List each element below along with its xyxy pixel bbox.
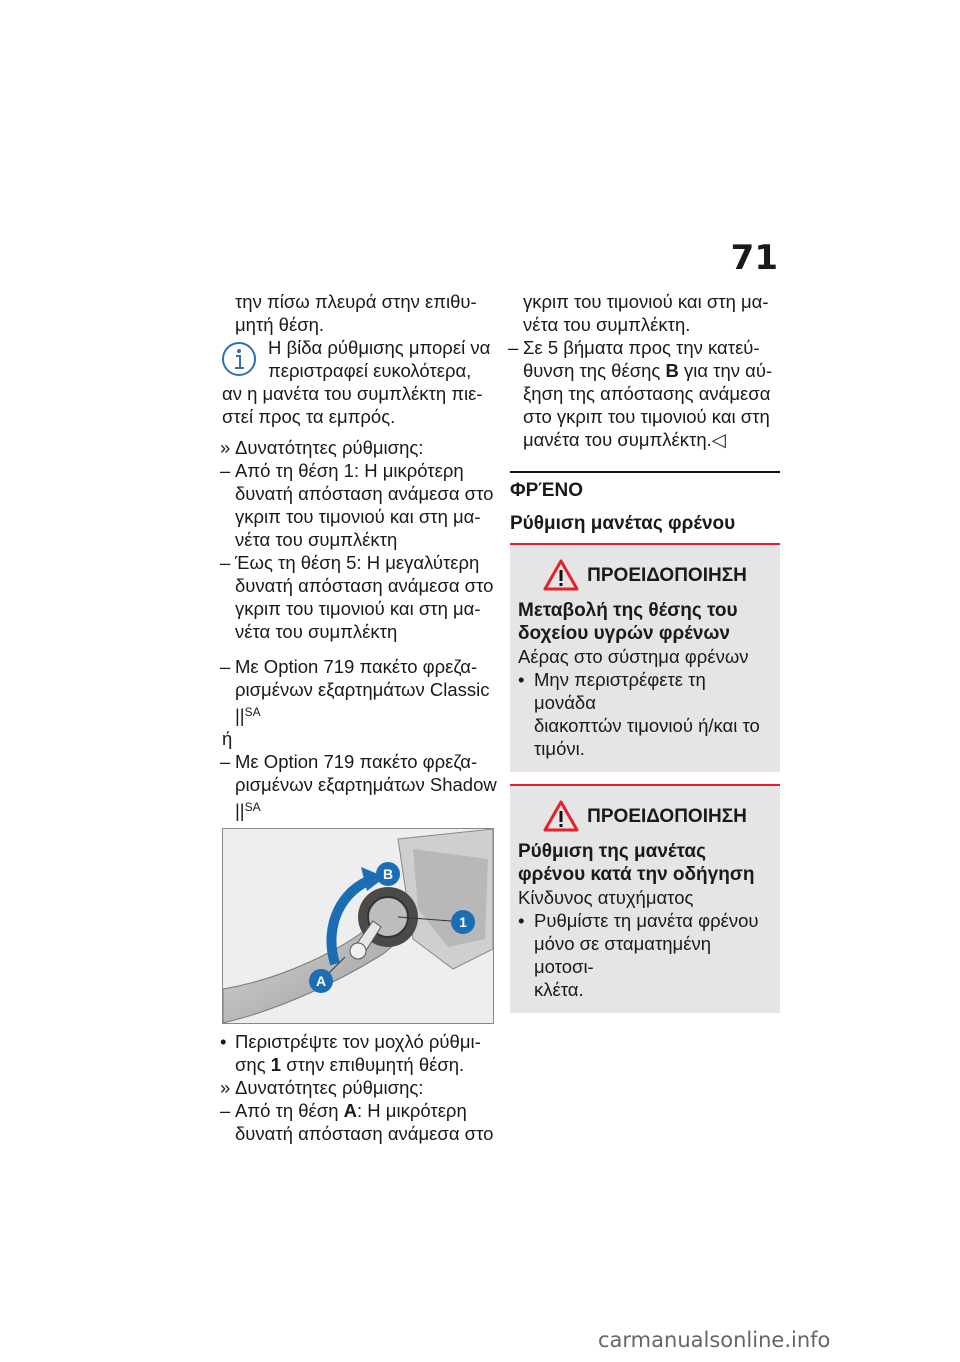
list-item: [222, 459, 497, 551]
warning-bullet: [518, 909, 772, 1001]
list-item: [222, 551, 497, 643]
list-line: ρισμένων εξαρτημάτων Classic: [235, 679, 490, 700]
list-line: μανέτα του συμπλέκτη.◁: [523, 429, 726, 450]
section-divider: [510, 471, 780, 473]
warning-bullet: [518, 668, 772, 760]
note-line: αν η μανέτα του συμπλέκτη πιε-: [222, 383, 483, 404]
result-arrow-icon: »: [220, 437, 231, 458]
warning-box: [510, 543, 780, 772]
list-line: σης 1 στην επιθυμητή θέση.: [235, 1054, 465, 1075]
list-line: τιμόνι.: [534, 738, 585, 759]
list-item: [222, 1099, 497, 1145]
warning-title: δοχείου υγρών φρένων: [518, 623, 730, 644]
info-note: [222, 336, 497, 428]
list-line: Από τη θέση A: Η μικρότερη: [235, 1100, 467, 1121]
text-line: μητή θέση.: [235, 314, 325, 335]
list-line: στο γκριπ του τιμονιού και στη: [523, 406, 770, 427]
text-line: νέτα του συμπλέκτη.: [523, 314, 691, 335]
bullet-marker: •: [518, 910, 525, 931]
warning-triangle-icon: [543, 559, 579, 591]
warning-title: φρένου κατά την οδήγηση: [518, 864, 755, 885]
list-line: Από τη θέση 1: Η μικρότερη: [235, 460, 464, 481]
list-line: νέτα του συμπλέκτη: [235, 529, 398, 550]
list-line: γκριπ του τιμονιού και στη μα-: [235, 598, 481, 619]
list-item: [510, 336, 780, 451]
option-item: [222, 655, 497, 727]
list-line: Έως τη θέση 5: Η μεγαλύτερη: [235, 552, 480, 573]
figure-label-1: 1: [459, 914, 467, 930]
sa-marker: $||^{SA}$: [235, 800, 261, 821]
list-line: ξηση της απόστασης ανάμεσα: [523, 383, 771, 404]
dash-marker: –: [220, 1100, 231, 1121]
warning-title: Ρύθμιση της μανέτας: [518, 841, 706, 862]
dash-marker: –: [508, 337, 519, 358]
bullet-marker: •: [220, 1031, 227, 1052]
right-column: [510, 290, 780, 1013]
list-line: δυνατή απόσταση ανάμεσα στο: [235, 483, 494, 504]
figure-label-b: B: [382, 866, 394, 882]
note-line: στεί προς τα εμπρός.: [222, 406, 396, 427]
text-line: γκριπ του τιμονιού και στη μα-: [523, 291, 769, 312]
list-line: Μην περιστρέφετε τη μονάδα: [534, 669, 706, 713]
warning-title: Μεταβολή της θέσης του: [518, 600, 738, 621]
dash-marker: –: [220, 656, 231, 677]
note-line: Η βίδα ρύθμισης μπορεί να: [268, 337, 491, 358]
watermark: carmanualsonline.info: [598, 1328, 831, 1352]
note-line: περιστραφεί ευκολότερα,: [268, 360, 472, 381]
warning-header: [518, 800, 772, 832]
dash-marker: –: [220, 751, 231, 772]
warning-box: [510, 784, 780, 1013]
warning-desc: Αέρας στο σύστημα φρένων: [518, 646, 749, 667]
list-line: κλέτα.: [534, 979, 584, 1000]
warning-heading: ΠΡΟΕΙΔΟΠΟΙΗΣΗ: [587, 805, 747, 827]
list-line: γκριπ του τιμονιού και στη μα-: [235, 506, 481, 527]
info-icon: [220, 340, 258, 378]
result-item: » Δυνατότητες ρύθμισης:: [220, 1077, 424, 1098]
figure-label-a: A: [315, 973, 327, 989]
warning-desc: Κίνδυνος ατυχήματος: [518, 887, 694, 908]
list-line: νέτα του συμπλέκτη: [235, 621, 398, 642]
option-item: [222, 750, 497, 822]
page-number: 71: [730, 238, 778, 278]
list-line: Με Option 719 πακέτο φρεζα-: [235, 656, 478, 677]
list-line: Με Option 719 πακέτο φρεζα-: [235, 751, 478, 772]
section-title: ΦΡΈΝΟ: [510, 480, 583, 501]
list-line: θυνση της θέσης B για την αύ-: [523, 360, 773, 381]
result-arrow-icon: »: [220, 1077, 231, 1098]
clutch-lever-illustration: [223, 829, 493, 1023]
warning-triangle-icon: [543, 800, 579, 832]
list-line: μόνο σε σταματημένη μοτοσι-: [534, 933, 711, 977]
text-line: την πίσω πλευρά στην επιθυ-: [235, 291, 477, 312]
dash-marker: –: [220, 460, 231, 481]
warning-header: [518, 559, 772, 591]
sa-marker: $||^{SA}$: [235, 705, 261, 726]
list-line: Σε 5 βήματα προς την κατεύ-: [523, 337, 760, 358]
result-item: » Δυνατότητες ρύθμισης:: [220, 437, 424, 458]
clutch-lever-figure: [222, 828, 494, 1024]
list-line: ρισμένων εξαρτημάτων Shadow: [235, 774, 497, 795]
left-column: [222, 290, 497, 1145]
warning-heading: ΠΡΟΕΙΔΟΠΟΙΗΣΗ: [587, 564, 747, 586]
dash-marker: –: [220, 552, 231, 573]
or-text: ή: [222, 728, 233, 749]
list-line: Περιστρέψτε τον μοχλό ρύθμι-: [235, 1031, 481, 1052]
bullet-item: [222, 1030, 497, 1076]
bullet-marker: •: [518, 669, 525, 690]
subsection-title: Ρύθμιση μανέτας φρένου: [510, 513, 736, 534]
list-line: δυνατή απόσταση ανάμεσα στο: [235, 1123, 494, 1144]
list-line: δυνατή απόσταση ανάμεσα στο: [235, 575, 494, 596]
list-line: διακοπτών τιμονιού ή/και το: [534, 715, 760, 736]
list-line: Ρυθμίστε τη μανέτα φρένου: [534, 910, 759, 931]
